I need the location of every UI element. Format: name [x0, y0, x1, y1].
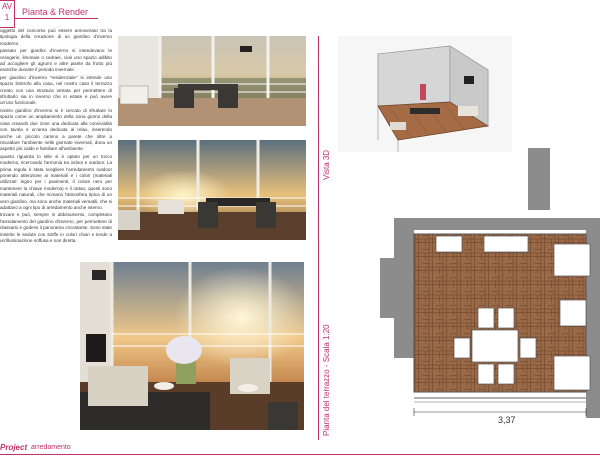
footer-divider [0, 454, 600, 455]
vertical-divider [318, 36, 319, 440]
description-paragraph: quanto riguarda lo stile si è optato per un tocco moderno, ricercando l'armonia tra indoor e outdoor. La prima regola è stata scegliere l'arredamento outdoor ponendo attenzione ai materiali e i colori (materiali utilizzati: legno per i pavimenti, il colore nero per mantenere la chiave moderna) e il rattan, questi sono materiali naturali, che ricreano l'atmosfera tipica di un vero giardino, ma sono anche materiali versatili, che si adattano a ogni tipo di arredamento anche interno. [0, 153, 112, 210]
section-tab-text: AV 1 [1, 2, 13, 22]
footer-label: arredamento [31, 444, 71, 451]
render-image-relax [80, 262, 304, 430]
vista-3d-image [338, 36, 512, 152]
render-image-dining [118, 140, 306, 240]
description-paragraph: oggetto del concorso può essere annoverato tra la tipologia della creazione di un giardino d'inverno moderno. [0, 28, 112, 46]
page-title: Pianta & Render [22, 7, 89, 17]
description-paragraph: per giardino d'inverno "residenziale" si intende uno spazio limitrofo alla casa, nel nostro caso il terrazzo creato con una struttura vetrata per permettere di sfruttarlo sia in inverno che in estate e può avere un'uso funzionale. [0, 74, 112, 106]
plan-label: Pianta del terrazzo - Scala 1:20 [322, 324, 331, 436]
terrace-floor-plan [380, 148, 600, 438]
footer-project: Project [0, 443, 28, 452]
description-paragraph: trovare e può, sempre in abbinamento, completano l'arredamento del giardino d'inverno, per permettere di rilassarsi e godersi il panorama circostante. Sono state inserite le sedute con stoffe in colori chiari e tende a un'illuminazione soffusa e non diretta. [0, 212, 112, 243]
description-paragraph: passato per giardini d'inverno si intendevano le orangerie, limonaie o cedraie, cioè uno spazio adibito ad accogliere gli agrumi e altre piante da frutto più esotiche durante il periodo invernale. [0, 48, 112, 73]
dimension-label: 3,37 [498, 415, 516, 425]
header-divider [14, 18, 98, 19]
project-description [0, 28, 112, 278]
render-image-living [118, 36, 306, 126]
description-paragraph: nostro giardino d'inverno si è cercato di sfruttare lo spazio come un ampliamento della zona giorno della casa creando due zone una dedicata alla convivialità con tavola e un'area dedicata al relax, inserendo anche un piccolo camino a parete che oltre a riscaldare l'ambiente nelle giornate invernali, dona un aspetto più caldo e familiare all'ambiente. [0, 107, 112, 152]
section-tab [0, 0, 15, 28]
vista-3d-label: Vista 3D [322, 149, 331, 180]
